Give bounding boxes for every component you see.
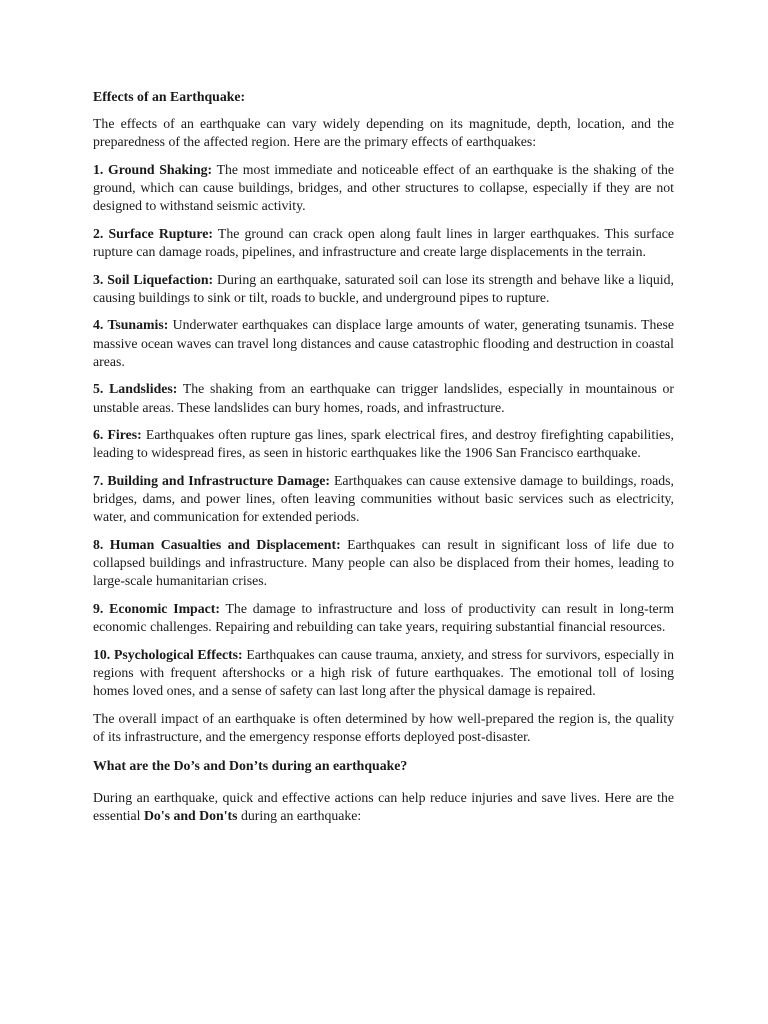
effect-label: 3. Soil Liquefaction: xyxy=(93,271,214,287)
effect-text: The damage to infrastructure and loss of productivity can result in long-term economic challenges. Repairing and rebuilding can take years, requiring substantial financial resources. xyxy=(93,600,674,635)
effect-label: 7. Building and Infrastructure Damage: xyxy=(93,472,330,488)
effect-text: The most immediate and noticeable effect of an earthquake is the shaking of the ground, which can cause buildings, bridges, and other structures to collapse, especially if they are not designed to withstand seismic activity. xyxy=(93,161,675,214)
effect-item-soil-liquefaction xyxy=(93,271,674,307)
effect-item-building-damage xyxy=(93,472,674,527)
effect-label: 4. Tsunamis: xyxy=(93,317,169,333)
conclusion-paragraph: The overall impact of an earthquake is often determined by how well-prepared the region is, the quality of its infrastructure, and the emergency response efforts deployed post-disaster. xyxy=(93,710,674,744)
effect-item-surface-rupture xyxy=(93,225,674,261)
effect-text: During an earthquake, saturated soil can lose its strength and behave like a liquid, causing buildings to sink or tilt, roads to buckle, and underground pipes to rupture. xyxy=(93,271,674,305)
effect-item-psychological-effects xyxy=(93,646,674,701)
section-intro-text: During an earthquake, quick and effective actions can help reduce injuries and save lives. Here are the essential xyxy=(93,790,674,824)
effect-item-tsunamis xyxy=(93,316,674,371)
section-intro-text-end: during an earthquake: xyxy=(237,808,362,824)
effect-item-fires xyxy=(93,426,674,462)
effect-text: Earthquakes can result in significant loss of life due to collapsed buildings and infrastructure. Many people can also be displaced from their homes, leading to large-scale humanitarian crises. xyxy=(93,536,674,589)
effect-text: Underwater earthquakes can displace large amounts of water, generating tsunamis. These massive ocean waves can travel long distances and cause catastrophic flooding and destruction in coastal areas. xyxy=(93,317,675,369)
effect-label: 10. Psychological Effects: xyxy=(93,646,243,662)
section-intro-paragraph xyxy=(93,789,674,825)
effect-label: 1. Ground Shaking: xyxy=(93,161,213,177)
effect-text: Earthquakes can cause extensive damage to buildings, roads, bridges, dams, and power lines, often leaving communities without basic services such as electricity, water, and communication for extended periods. xyxy=(93,472,674,525)
effect-item-ground-shaking xyxy=(93,161,674,216)
document-title: Effects of an Earthquake: xyxy=(93,89,246,104)
effect-item-economic-impact xyxy=(93,600,674,636)
effect-label: 9. Economic Impact: xyxy=(93,600,220,616)
effect-text: The ground can crack open along fault lines in larger earthquakes. This surface rupture can damage roads, pipelines, and infrastructure and create large displacements in the terrain. xyxy=(93,225,674,259)
effect-item-human-casualties xyxy=(93,536,674,591)
effect-text: Earthquakes often rupture gas lines, spark electrical fires, and destroy firefighting capabilities, leading to widespread fires, as seen in historic earthquakes like the 1906 San Francisco earthquake. xyxy=(93,427,674,461)
effect-text: The shaking from an earthquake can trigger landslides, especially in mountainous or unstable areas. These landslides can bury homes, roads, and infrastructure. xyxy=(93,381,674,415)
intro-paragraph: The effects of an earthquake can vary widely depending on its magnitude, depth, location, and the preparedness of the affected region. Here are the primary effects of earthquakes: xyxy=(93,116,674,150)
effect-text: Earthquakes can cause trauma, anxiety, and stress for survivors, especially in regions with frequent aftershocks or a high risk of future earthquakes. The emotional toll of losing homes loved ones, and a sense of safety can last long after the physical damage is repaired. xyxy=(93,646,674,699)
effect-item-landslides xyxy=(93,380,674,416)
effect-label: 2. Surface Rupture: xyxy=(93,225,214,241)
effect-label: 8. Human Casualties and Displacement: xyxy=(93,536,341,552)
effect-label: 6. Fires: xyxy=(93,427,142,443)
effect-label: 5. Landslides: xyxy=(93,381,178,397)
section-intro-bold: Do's and Don'ts xyxy=(143,808,238,824)
section-heading-dos-donts: What are the Do’s and Don’ts during an earthquake? xyxy=(93,758,408,774)
